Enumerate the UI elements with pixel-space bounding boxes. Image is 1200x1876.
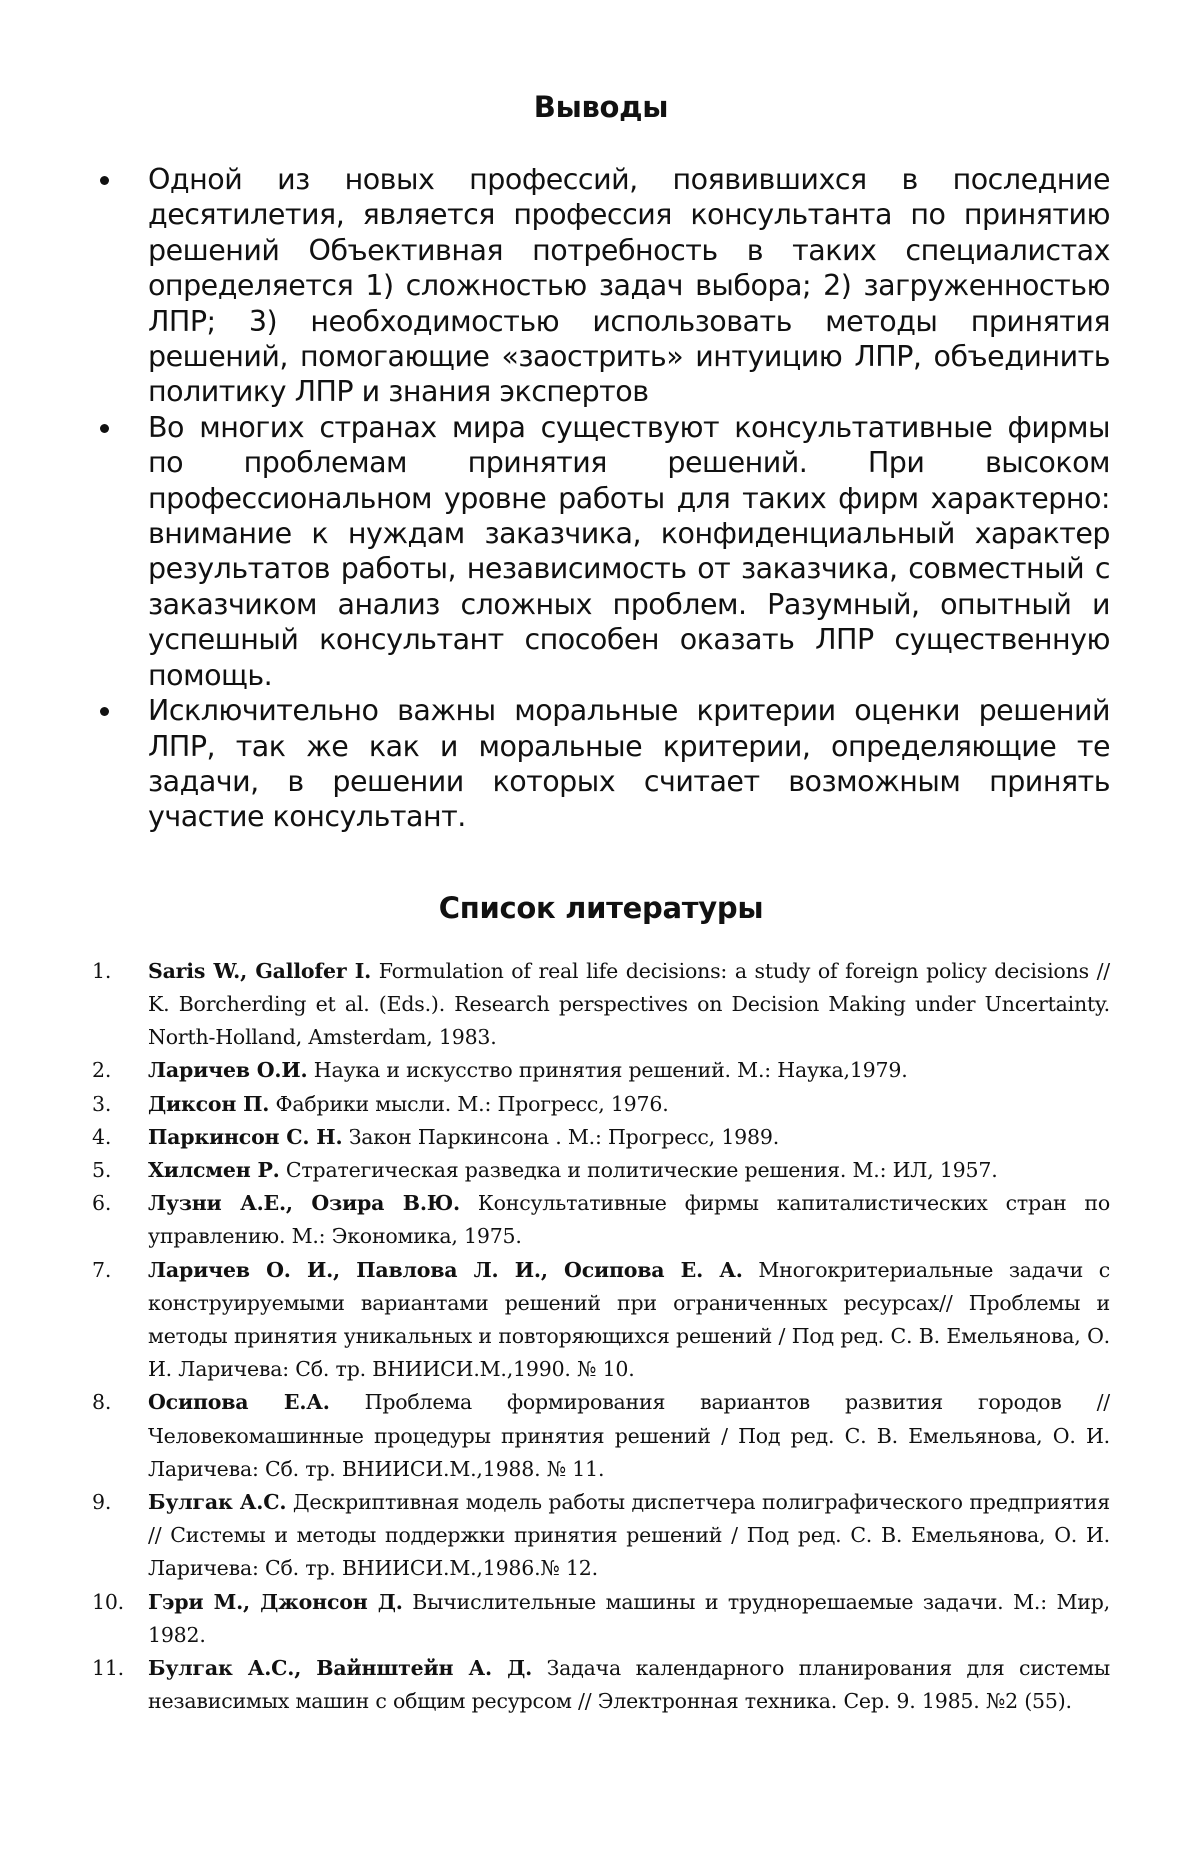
reference-text: Дескриптивная модель работы диспетчера полиграфического предприятия // Системы и методы поддержки принятия решений / Под ред. С. В. Емельянова, О. И. Ларичева: Сб. тр. ВНИИСИ.М.,1986.№ 12.	[148, 1489, 1111, 1581]
reference-item	[92, 1652, 1110, 1718]
reference-number: 5.	[92, 1157, 112, 1182]
conclusion-text: Одной из новых профессий, появившихся в последние десятилетия, является профессия консультанта по принятию решений Объективная потребность в таких специалистах определяется 1) сложностью задач выбора; 2) загруженностью ЛПР; 3) необходимостью использовать методы принятия решений, помогающие «заострить» интуицию ЛПР, объединить политику ЛПР и знания экспертов	[148, 163, 1110, 409]
reference-authors: Паркинсон С. Н.	[148, 1124, 343, 1149]
reference-authors: Ларичев О. И., Павлова Л. И., Осипова Е. А.	[148, 1257, 743, 1282]
reference-number: 9.	[92, 1489, 112, 1514]
reference-number: 6.	[92, 1191, 112, 1216]
conclusion-item	[92, 410, 1110, 693]
reference-authors: Осипова Е.А.	[148, 1390, 330, 1415]
reference-item	[92, 1054, 1110, 1087]
bullet-icon	[100, 176, 109, 185]
reference-item	[92, 1187, 1110, 1253]
conclusion-item	[92, 693, 1110, 835]
reference-text: Вычислительные машины и труднорешаемые задачи. М.: Мир, 1982.	[148, 1589, 1110, 1647]
reference-number: 10.	[92, 1589, 125, 1614]
reference-authors: Булгак А.С., Вайнштейн А. Д.	[148, 1655, 533, 1680]
reference-text: Закон Паркинсона . М.: Прогресс, 1989.	[342, 1124, 780, 1149]
reference-number: 7.	[92, 1257, 112, 1282]
reference-item	[92, 1486, 1110, 1586]
reference-authors: Лузни А.Е., Озира В.Ю.	[148, 1191, 460, 1216]
reference-authors: Диксон П.	[148, 1091, 270, 1116]
reference-text: Наука и искусство принятия решений. М.: Наука,1979.	[307, 1058, 908, 1083]
reference-text: Многокритериальные задачи с конструируемыми вариантами решений при ограниченных ресурсах// Проблемы и методы принятия уникальных и повторяющихся решений / Под ред. С. В. Емельянова, О. И. Ларичева: Сб. тр. ВНИИСИ.М.,1990. № 10.	[148, 1257, 1110, 1382]
reference-authors: Хилсмен Р.	[148, 1157, 280, 1182]
reference-number: 11.	[92, 1655, 125, 1680]
reference-authors: Ларичев О.И.	[148, 1058, 308, 1083]
reference-number: 3.	[92, 1091, 112, 1116]
conclusion-text: Исключительно важны моральные критерии оценки решений ЛПР, так же как и моральные критерии, определяющие те задачи, в решении которых считает возможным принять участие консультант.	[148, 694, 1110, 834]
reference-number: 4.	[92, 1124, 112, 1149]
references-list	[92, 955, 1110, 1719]
reference-text: Стратегическая разведка и политические решения. М.: ИЛ, 1957.	[279, 1157, 998, 1182]
reference-item	[92, 1586, 1110, 1652]
reference-item	[92, 955, 1110, 1055]
conclusions-title: Выводы	[533, 90, 669, 124]
reference-item	[92, 1254, 1110, 1387]
references-title: Список литературы	[438, 890, 764, 925]
bullet-icon	[100, 707, 109, 716]
reference-number: 2.	[92, 1058, 112, 1083]
reference-number: 8.	[92, 1390, 112, 1415]
reference-number: 1.	[92, 958, 112, 983]
bullet-icon	[100, 424, 109, 433]
reference-text: Фабрики мысли. М.: Прогресс, 1976.	[269, 1091, 669, 1116]
reference-authors: Булгак А.С.	[148, 1489, 287, 1514]
conclusion-text: Во многих странах мира существуют консультативные фирмы по проблемам принятия решений. При высоком профессиональном уровне работы для таких фирм характерно: внимание к нуждам заказчика, конфиденциальный характер результатов работы, независимость от заказчика, совместный с заказчиком анализ сложных проблем. Разумный, опытный и успешный консультант способен оказать ЛПР существенную помощь.	[148, 410, 1110, 692]
reference-authors: Гэри М., Джонсон Д.	[148, 1589, 403, 1614]
reference-text: Консультативные фирмы капиталистических стран по управлению. М.: Экономика, 1975.	[148, 1191, 1110, 1249]
reference-item	[92, 1121, 1110, 1154]
reference-text: Задача календарного планирования для системы независимых машин с общим ресурсом // Электронная техника. Сер. 9. 1985. №2 (55).	[148, 1655, 1110, 1714]
reference-text: Проблема формирования вариантов развития городов // Человекомашинные процедуры принятия решений / Под ред. С. В. Емельянова, О. И. Ларичева: Сб. тр. ВНИИСИ.М.,1988. № 11.	[148, 1390, 1110, 1481]
reference-text: Formulation of real life decisions: a study of foreign policy decisions // K. Borcherding et al. (Eds.). Research perspectives on Decision Making under Uncertainty. North-Holland, Amsterdam, 1983.	[148, 958, 1110, 1050]
reference-item	[92, 1088, 1110, 1121]
reference-item	[92, 1154, 1110, 1187]
conclusions-list	[92, 162, 1110, 835]
reference-item	[92, 1386, 1110, 1486]
conclusion-item	[92, 162, 1110, 410]
reference-authors: Saris W., Gallofer I.	[148, 958, 372, 983]
